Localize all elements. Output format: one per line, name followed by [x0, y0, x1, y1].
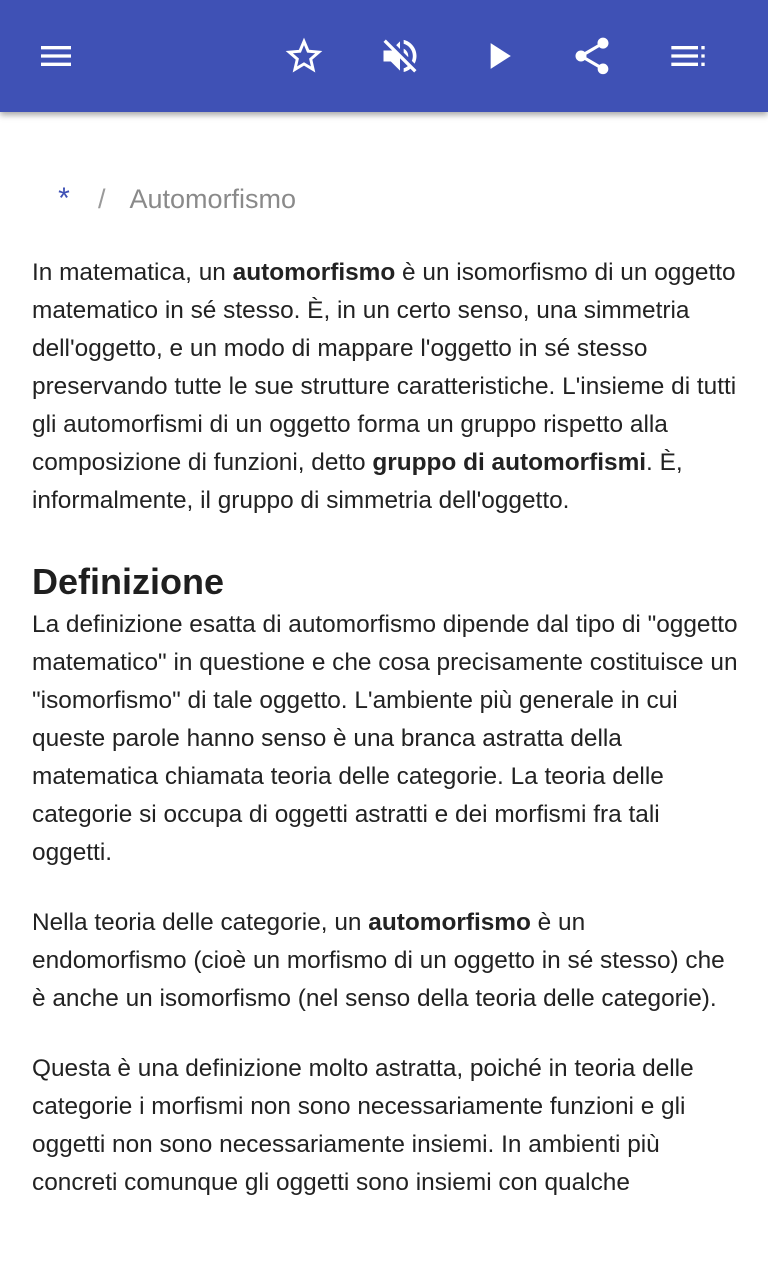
breadcrumb-home-link[interactable]: * [58, 182, 70, 215]
breadcrumb [54, 182, 296, 216]
star-outline-icon [282, 34, 326, 78]
article-view[interactable] [0, 112, 768, 1280]
play-button[interactable] [470, 28, 526, 84]
table-of-contents-button[interactable] [660, 28, 716, 84]
intro-bold-1: automorfismo [232, 259, 396, 286]
app-toolbar [0, 0, 768, 112]
definition-paragraph-1: La definizione esatta di automorfismo dipende dal tipo di "oggetto matematico" in questione e che cosa precisamente costituisce un "isomorfismo" di tale oggetto. L'ambiente più generale in cui queste parole hanno senso è una branca astratta della matematica chiamata teoria delle categorie. La teoria delle categorie si occupa di oggetti astratti e dei morfismi fra tali oggetti. [32, 611, 738, 866]
intro-text-2: è un isomorfismo di un oggetto matematico in sé stesso. È, in un certo senso, una simmetria dell'oggetto, e un modo di mappare l'oggetto in sé stesso preservando tutte le sue strutture caratteristiche. L'insieme di tutti gli automorfismi di un oggetto forma un gruppo rispetto alla composizione di funzioni, detto [32, 259, 737, 476]
definition-paragraph-3: Questa è una definizione molto astratta, poiché in teoria delle categorie i morfismi non sono necessariamente funzioni e gli oggetti non sono necessariamente insiemi. In ambienti più concreti comunque gli oggetti sono insiemi con qualche [32, 1055, 694, 1196]
share-icon [570, 34, 614, 78]
list-icon [668, 36, 708, 76]
breadcrumb-current: Automorfismo [129, 183, 297, 214]
menu-button[interactable] [28, 28, 84, 84]
intro-paragraph [32, 254, 740, 520]
p3-bold-1: automorfismo [368, 909, 531, 936]
intro-text-3: . È, informalmente, il gruppo di simmetria dell'oggetto. [32, 449, 683, 514]
definition-paragraph-2 [32, 904, 740, 1018]
section-heading: Definizione [32, 561, 225, 602]
share-button[interactable] [564, 28, 620, 84]
intro-text-1: In matematica, un [32, 259, 233, 286]
intro-bold-2: gruppo di automorfismi [372, 449, 647, 476]
favorite-button[interactable] [276, 28, 332, 84]
p3-text-2: è un endomorfismo (cioè un morfismo di un oggetto in sé stesso) che è anche un isomorfismo (nel senso della teoria delle categorie). [32, 909, 725, 1012]
breadcrumb-separator: / [98, 183, 106, 214]
hamburger-menu-icon [36, 36, 76, 76]
article-body [32, 254, 740, 1202]
play-icon [476, 34, 520, 78]
volume-off-icon [378, 34, 422, 78]
mute-button[interactable] [372, 28, 428, 84]
p3-text-1: Nella teoria delle categorie, un [32, 909, 369, 936]
